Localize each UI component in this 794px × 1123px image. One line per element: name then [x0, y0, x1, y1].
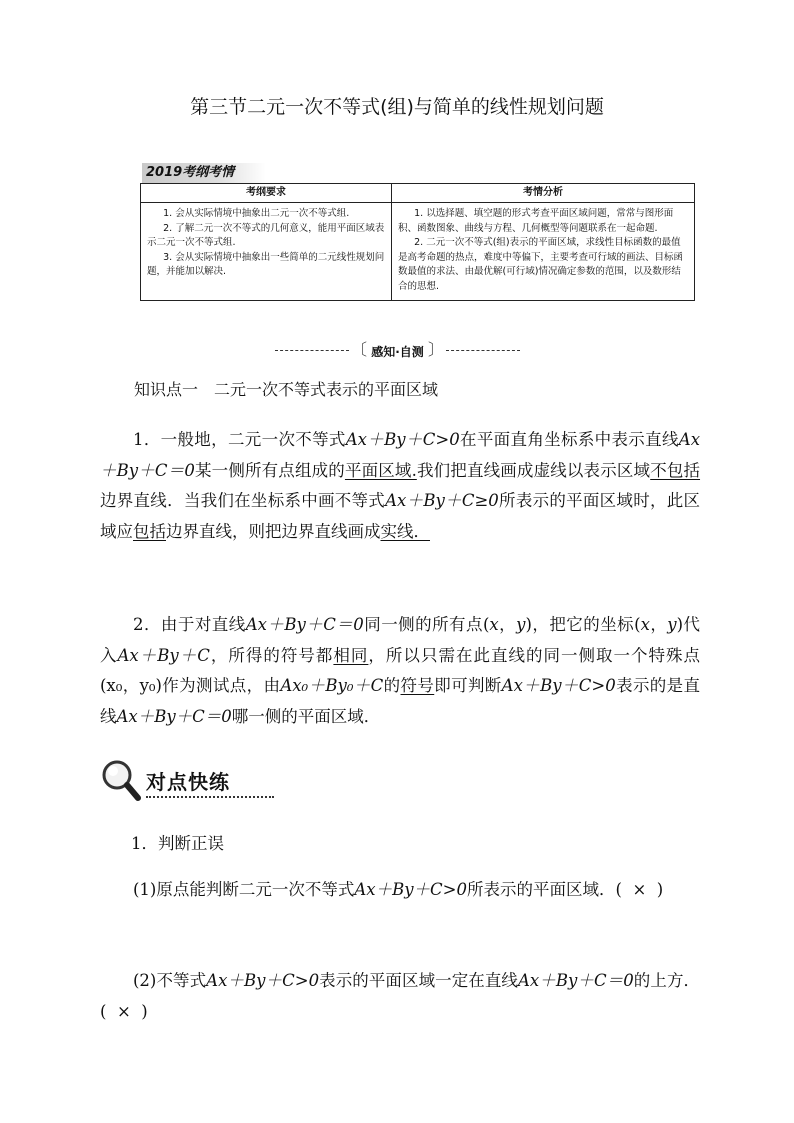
question-heading: 1．判断正误: [131, 834, 224, 853]
practice-banner: [100, 758, 280, 806]
analysis-cell: [392, 203, 695, 301]
practice-label: 对点快练: [146, 770, 230, 794]
analysis-item: 1. 以选择题、填空题的形式考查平面区域问题，常常与图形面积、函数图象、曲线与方程、几何概型等问题联系在一起命题.: [398, 208, 674, 234]
paragraph-1: 1．一般地，二元一次不等式Ax＋By＋C>0在平面直角坐标系中表示直线Ax＋By＋C＝0某一侧所有点组成的平面区域.我们把直线画成虚线以表示区域不包括边界直线．当我们在坐标系中画不等式Ax＋By＋C≥0所表示的平面区域时，此区域应包括边界直线，则把边界直线画成实线．: [100, 430, 701, 541]
answer-mark: ×: [632, 880, 647, 899]
paragraph-2: 2．由于对直线Ax＋By＋C＝0同一侧的所有点(x，y)，把它的坐标(x，y)代入Ax＋By＋C，所得的符号都相同，所以只需在此直线的同一侧取一个特殊点(x₀，y₀)作为测试点，由Ax₀＋By₀＋C的符号即可判断Ax＋By＋C>0表示的是直线Ax＋By＋C＝0哪一侧的平面区域．: [100, 615, 701, 726]
table-header-analysis: 考情分析: [392, 184, 695, 203]
requirement-item: 2. 了解二元一次不等式的几何意义，能用平面区域表示二元一次不等式组.: [147, 222, 385, 248]
underlined-term: 符号: [400, 676, 435, 695]
bracket-left-icon: 〔: [351, 340, 368, 359]
section-header-text: 感知·自测: [371, 345, 424, 359]
section-header: [275, 340, 520, 362]
question-2: (2)不等式Ax＋By＋C>0表示的平面区域一定在直线Ax＋By＋C＝0的上方．( × ): [100, 971, 701, 1021]
dashed-divider-right: [446, 350, 520, 351]
underlined-term: 不包括: [650, 460, 701, 480]
underlined-term: 相同: [333, 645, 369, 665]
underlined-term: 实线．: [380, 521, 430, 541]
underlined-term: 包括: [133, 521, 166, 541]
answer-mark: ×: [116, 1001, 131, 1021]
practice-underline: [146, 796, 274, 798]
page-title: 第三节二元一次不等式(组)与简单的线性规划问题: [190, 96, 604, 118]
requirement-item: 1. 会从实际情境中抽象出二元一次不等式组.: [163, 208, 350, 219]
table-header-requirements: 考纲要求: [141, 184, 392, 203]
question-1: (1)原点能判断二元一次不等式Ax＋By＋C>0所表示的平面区域．( × ): [133, 880, 664, 899]
exam-outline-label: 2019考纲考情: [142, 163, 266, 183]
bracket-right-icon: 〕: [427, 340, 444, 359]
underlined-term: 平面区域.: [344, 460, 417, 480]
magnifier-icon: [100, 758, 144, 806]
exam-outline-table: [140, 183, 695, 301]
knowledge-point-title: 知识点一 二元一次不等式表示的平面区域: [134, 380, 439, 399]
requirement-item: 3. 会从实际情境中抽象出一些简单的二元线性规划问题，并能加以解决.: [147, 251, 385, 277]
requirements-cell: [141, 203, 392, 301]
analysis-item: 2. 二元一次不等式(组)表示的平面区域，求线性目标函数的最值是高考命题的热点，难度中等偏下，主要考查可行域的画法、目标函数最值的求法、由最优解(可行域)情况确定参数的范围，以及数形结合的思想.: [398, 237, 684, 292]
